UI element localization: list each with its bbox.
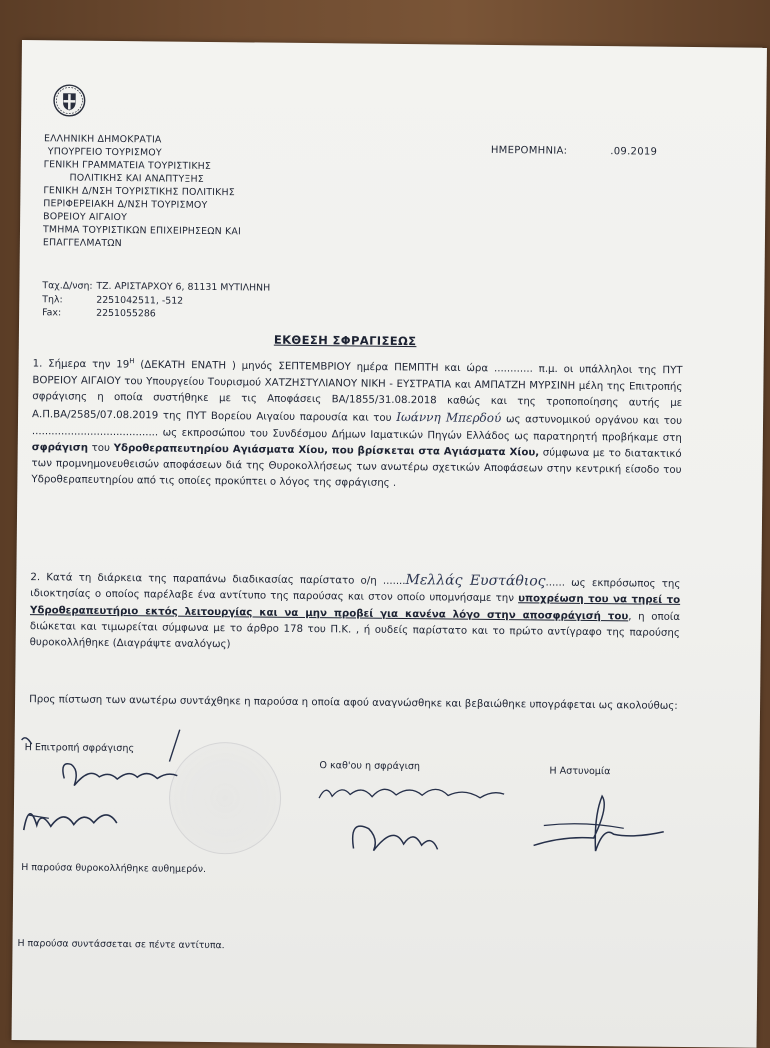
sealed-party-signature xyxy=(313,778,514,860)
p2-text: , η οποία διώκεται και τιμωρείται σύμφωνα με το άρθρο 178 του Π.Κ. , ή ουδείς παρίστατο και το πρώτο αντίγραφο της παρούσης θυροκολλήθηκε (Διαγράψτε αναλόγως) xyxy=(29,610,681,651)
contact-block xyxy=(42,279,270,322)
header-line: ΓΕΝΙΚΗ ΓΡΑΜΜΑΤΕΙΑ ΤΟΥΡΙΣΤΙΚΗΣ xyxy=(43,159,212,172)
p1-bold-location: που βρίσκεται στα Αγιάσματα Χίου, xyxy=(331,445,540,459)
address-label: Ταχ.Δ/νση: xyxy=(42,280,93,292)
issuing-authority-header xyxy=(43,132,242,251)
document-page xyxy=(12,40,767,1048)
paragraph-2 xyxy=(30,568,681,658)
phone-value: 2251042511, -512 xyxy=(96,294,184,307)
document-title: ΕΚΘΕΣΗ ΣΦΡΑΓΙΣΕΩΣ xyxy=(273,332,417,349)
police-signature-label: Η Αστυνομία xyxy=(549,765,611,778)
header-line: ΠΟΛΙΤΙΚΗΣ ΚΑΙ ΑΝΑΠΤΥΞΗΣ xyxy=(69,172,204,185)
p1-bold-sealing: σφράγιση xyxy=(31,441,89,454)
sealed-party-signature-label: Ο καθ'ου η σφράγιση xyxy=(319,760,421,773)
p1-text: σύμφωνα με το διατακτικό των προμνημονευθεισών αποφάσεων διά της Θυροκολλήσεως των ανωτέρω σχετικών Αποφάσεων στην κεντρική είσοδο του Υδροθεραπευτηρίου από τις οποίες προκύπτει ο λόγος της σφράγισης . xyxy=(31,447,682,490)
header-line: ΒΟΡΕΙΟΥ ΑΙΓΑΙΟΥ xyxy=(43,211,128,224)
p1-text: (ΔΕΚΑΤΗ ΕΝΑΤΗ ) μηνός ΣΕΠΤΕΜΒΡΙΟΥ ημέρα ΠΕΜΠΤΗ και ώρα ............ π.μ. οι υπάλληλοι της ΠΥΤ ΒΟΡΕΙΟΥ ΑΙΓΑΙΟΥ του Υπουργείου Τουρισμού ΧΑΤΖΗΣΤΥΛΙΑΝΟΥ ΝΙΚΗ - ΕΥΣΤΡΑΤΙΑ και ΑΜΠΑΤΖΗ ΜΥΡΣΙΝΗ μέλη της Επιτροπής σφράγισης η οποία συστήθηκε με τις Αποφάσεις ΒΑ/1855/31.08.2018 καθώς και της τροποποίησης αυτής με Α.Π.ΒΑ/2585/07.08.2019 της ΠΥΤ Βορείου Αιγαίου παρουσία και του xyxy=(32,359,683,425)
p2-text: 2. Κατά τη διάρκεια της παραπάνω διαδικασίας παρίστατο ο/η ....... xyxy=(30,572,406,588)
date-field xyxy=(491,145,657,158)
header-line: ΤΜΗΜΑ ΤΟΥΡΙΣΤΙΚΩΝ ΕΠΙΧΕΙΡΗΣΕΩΝ ΚΑΙ xyxy=(42,224,242,238)
header-line: ΓΕΝΙΚΗ Δ/ΝΣΗ ΤΟΥΡΙΣΤΙΚΗΣ ΠΟΛΙΤΙΚΗΣ xyxy=(43,185,235,199)
header-line: ΠΕΡΙΦΕΡΕΙΑΚΗ Δ/ΝΣΗ ΤΟΥΡΙΣΜΟΥ xyxy=(43,198,208,211)
paragraph-1 xyxy=(31,352,682,496)
p2-text: ...... ως εκπρόσωπος της ιδιοκτησίας ο οποίος παρέλαβε ένα αντίτυπο της παρούσας και στον οποίο υπομνήσαμε την xyxy=(30,577,681,605)
handwritten-officer-name: Ιωάννη Μπερδού xyxy=(396,410,502,426)
header-line: ΕΛΛΗΝΙΚΗ ΔΗΜΟΚΡΑΤΙΑ xyxy=(43,133,162,146)
date-value: .09.2019 xyxy=(610,146,658,158)
header-line: ΥΠΟΥΡΓΕΙΟ ΤΟΥΡΙΣΜΟΥ xyxy=(47,146,162,159)
handwritten-representative-name: Μελλάς Ευστάθιος xyxy=(405,572,546,590)
address-value: ΤΖ. ΑΡΙΣΤΑΡΧΟΥ 6, 81131 ΜΥΤΙΛΗΝΗ xyxy=(96,280,271,294)
committee-signature-label: Η Επιτροπή σφράγισης xyxy=(24,742,135,755)
committee-signatures xyxy=(19,730,190,847)
p1-bold-facility: Υδροθεραπευτηρίου Αγιάσματα Χίου, xyxy=(113,442,329,457)
date-label: ΗΜΕΡΟΜΗΝΙΑ: xyxy=(490,144,568,157)
paragraph-3: Προς πίστωση των ανωτέρω συντάχθηκε η παρούσα η οποία αφού αναγνώσθηκε και βεβαιώθηκε υπογράφεται ως ακολούθως: xyxy=(29,694,678,712)
greek-coat-of-arms-icon xyxy=(51,82,87,118)
fax-value: 2251055286 xyxy=(96,307,156,320)
footer-posted-note: Η παρούσα θυροκολλήθηκε αυθημερόν. xyxy=(21,862,207,875)
phone-label: Τηλ: xyxy=(42,293,63,305)
p2-obligation-clause: υποχρέωση του να τηρεί το Υδροθεραπευτήριο εκτός λειτουργίας και να μην προβεί για κανένα λόγο στην αποσφράγισή του xyxy=(29,593,681,622)
p1-text: 1. Σήμερα την 19 xyxy=(32,358,130,371)
footer-copies-note: Η παρούσα συντάσσεται σε πέντε αντίτυπα. xyxy=(17,938,225,952)
header-line: ΕΠΑΓΓΕΛΜΑΤΩΝ xyxy=(42,237,122,250)
police-signature xyxy=(523,775,684,867)
p1-text: ως αστυνομικού οργάνου και του ....................................... ως εκπροσώπου του Συνδέσμου Δήμων Ιαματικών Πηγών Ελλάδος ως παρατηρητή προβήκαμε στη xyxy=(31,414,683,444)
fax-label: Fax: xyxy=(42,307,62,319)
p1-superscript: Η xyxy=(129,357,135,366)
p1-text: του xyxy=(87,442,114,454)
